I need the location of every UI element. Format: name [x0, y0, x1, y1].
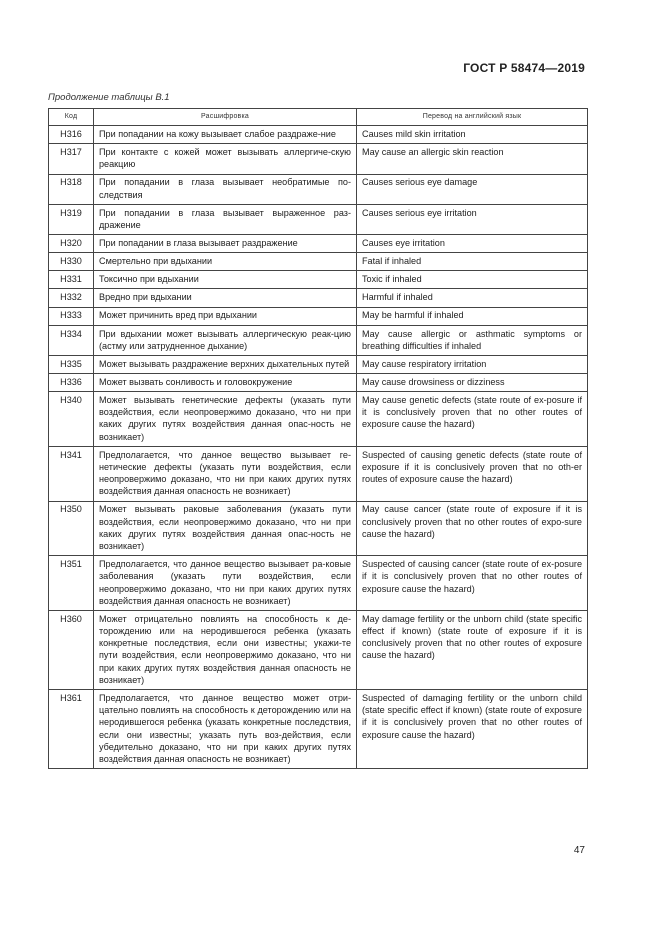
russian-text-cell: Может вызывать раковые заболевания (указать пути воздействия, если неопровержимо доказано, что ни при каких других путях воздействия данная опас-ность не возникает) — [94, 501, 357, 556]
column-header-code: Код — [49, 109, 94, 126]
english-text-cell: Causes mild skin irritation — [357, 126, 588, 144]
table-row — [49, 307, 588, 325]
table-row — [49, 501, 588, 556]
hazard-code-cell: H351 — [49, 556, 94, 611]
standard-code: ГОСТ Р 58474—2019 — [463, 61, 585, 75]
hazard-code-cell: H333 — [49, 307, 94, 325]
table-row — [49, 392, 588, 447]
table-row — [49, 289, 588, 307]
table-caption: Продолжение таблицы В.1 — [48, 92, 170, 103]
english-text-cell: May cause allergic or asthmatic symptoms or breathing difficulties if inhaled — [357, 325, 588, 355]
english-text-cell: Toxic if inhaled — [357, 271, 588, 289]
hazard-code-cell: H332 — [49, 289, 94, 307]
hazard-code-cell: H316 — [49, 126, 94, 144]
russian-text-cell: Может причинить вред при вдыхании — [94, 307, 357, 325]
russian-text-cell: Смертельно при вдыхании — [94, 253, 357, 271]
russian-text-cell: При попадании на кожу вызывает слабое раздраже-ние — [94, 126, 357, 144]
russian-text-cell: При попадании в глаза вызывает выраженное раз-дражение — [94, 204, 357, 234]
russian-text-cell: При вдыхании может вызывать аллергическую реак-цию (астму или затрудненное дыхание) — [94, 325, 357, 355]
english-text-cell: May cause an allergic skin reaction — [357, 144, 588, 174]
english-text-cell: Causes serious eye irritation — [357, 204, 588, 234]
english-text-cell: Suspected of causing genetic defects (state route of exposure if it is conclusively proven that no oth-er routes of exposure cause the hazard) — [357, 446, 588, 501]
hazard-code-cell: H318 — [49, 174, 94, 204]
russian-text-cell: Может вызвать сонливость и головокружение — [94, 374, 357, 392]
table-row — [49, 253, 588, 271]
hazard-code-cell: H335 — [49, 355, 94, 373]
table-row — [49, 446, 588, 501]
table-row — [49, 355, 588, 373]
table-header-row — [49, 109, 588, 126]
table-row — [49, 144, 588, 174]
hazard-code-cell: H319 — [49, 204, 94, 234]
english-text-cell: May cause respiratory irritation — [357, 355, 588, 373]
hazard-code-cell: H330 — [49, 253, 94, 271]
hazard-code-cell: H317 — [49, 144, 94, 174]
hazard-code-cell: H340 — [49, 392, 94, 447]
table-row — [49, 235, 588, 253]
russian-text-cell: Предполагается, что данное вещество вызывает ге-нетические дефекты (указать пути воздействия, если неопровержимо доказано, что ни при каких других путях воздействия данная опасность не возникает) — [94, 446, 357, 501]
table-row — [49, 204, 588, 234]
english-text-cell: Fatal if inhaled — [357, 253, 588, 271]
russian-text-cell: При попадании в глаза вызывает необратимые по-следствия — [94, 174, 357, 204]
table-row — [49, 271, 588, 289]
english-text-cell: Causes serious eye damage — [357, 174, 588, 204]
table-row — [49, 325, 588, 355]
english-text-cell: May be harmful if inhaled — [357, 307, 588, 325]
table-body — [49, 126, 588, 769]
russian-text-cell: Предполагается, что данное вещество может отри-цательно повлиять на способность к деторождению или на неродившегося ребенка (указать конкретные последствия, если они известны; указать путь воз-действия, если убедительно доказано, что ни при каких других путях воздействия данная опасность не возникает) — [94, 690, 357, 769]
russian-text-cell: Может отрицательно повлиять на способность к де-торождению или на неродившегося ребенка (указать конкретные последствия, если они известны; укажи-те пути воздействия, если неопровержимо доказано, что ни при каких других путях воздействия данная опасность не возникает) — [94, 610, 357, 689]
column-header-en: Перевод на английский язык — [357, 109, 588, 126]
hazard-code-cell: H360 — [49, 610, 94, 689]
russian-text-cell: При контакте с кожей может вызывать аллергиче-скую реакцию — [94, 144, 357, 174]
table-row — [49, 556, 588, 611]
english-text-cell: Suspected of damaging fertility or the unborn child (state specific effect if known) (state route of exposure if it is conclusively proven that no other routes of exposure cause the hazard) — [357, 690, 588, 769]
hazard-code-cell: H336 — [49, 374, 94, 392]
russian-text-cell: При попадании в глаза вызывает раздражение — [94, 235, 357, 253]
hazard-code-cell: H334 — [49, 325, 94, 355]
hazard-code-cell: H341 — [49, 446, 94, 501]
page-number: 47 — [573, 845, 585, 856]
hazard-table — [48, 108, 588, 769]
english-text-cell: May cause cancer (state route of exposure if it is conclusively proven that no other routes of expo-sure cause the hazard) — [357, 501, 588, 556]
column-header-ru: Расшифровка — [94, 109, 357, 126]
table-row — [49, 126, 588, 144]
english-text-cell: Causes eye irritation — [357, 235, 588, 253]
hazard-code-cell: H361 — [49, 690, 94, 769]
english-text-cell: Suspected of causing cancer (state route of ex-posure if it is conclusively proven that no other routes of exposure cause the hazard) — [357, 556, 588, 611]
russian-text-cell: Может вызывать раздражение верхних дыхательных путей — [94, 355, 357, 373]
english-text-cell: May cause genetic defects (state route of ex-posure if it is conclusively proven that no other routes of exposure cause the hazard) — [357, 392, 588, 447]
hazard-code-cell: H331 — [49, 271, 94, 289]
table-row — [49, 174, 588, 204]
russian-text-cell: Токсично при вдыхании — [94, 271, 357, 289]
table-row — [49, 374, 588, 392]
table-row — [49, 610, 588, 689]
hazard-code-cell: H350 — [49, 501, 94, 556]
russian-text-cell: Вредно при вдыхании — [94, 289, 357, 307]
english-text-cell: May damage fertility or the unborn child (state specific effect if known) (state route of exposure if it is conclusively proven that no other routes of exposure cause the hazard) — [357, 610, 588, 689]
english-text-cell: Harmful if inhaled — [357, 289, 588, 307]
hazard-code-cell: H320 — [49, 235, 94, 253]
english-text-cell: May cause drowsiness or dizziness — [357, 374, 588, 392]
russian-text-cell: Предполагается, что данное вещество вызывает ра-ковые заболевания (указать пути воздействия, если неопровержимо доказано, что ни при каких других путях воздействия данная опасность не возникает) — [94, 556, 357, 611]
russian-text-cell: Может вызывать генетические дефекты (указать пути воздействия, если неопровержимо доказано, что ни при каких других путях воздействия данная опас-ность не возникает) — [94, 392, 357, 447]
table-row — [49, 690, 588, 769]
